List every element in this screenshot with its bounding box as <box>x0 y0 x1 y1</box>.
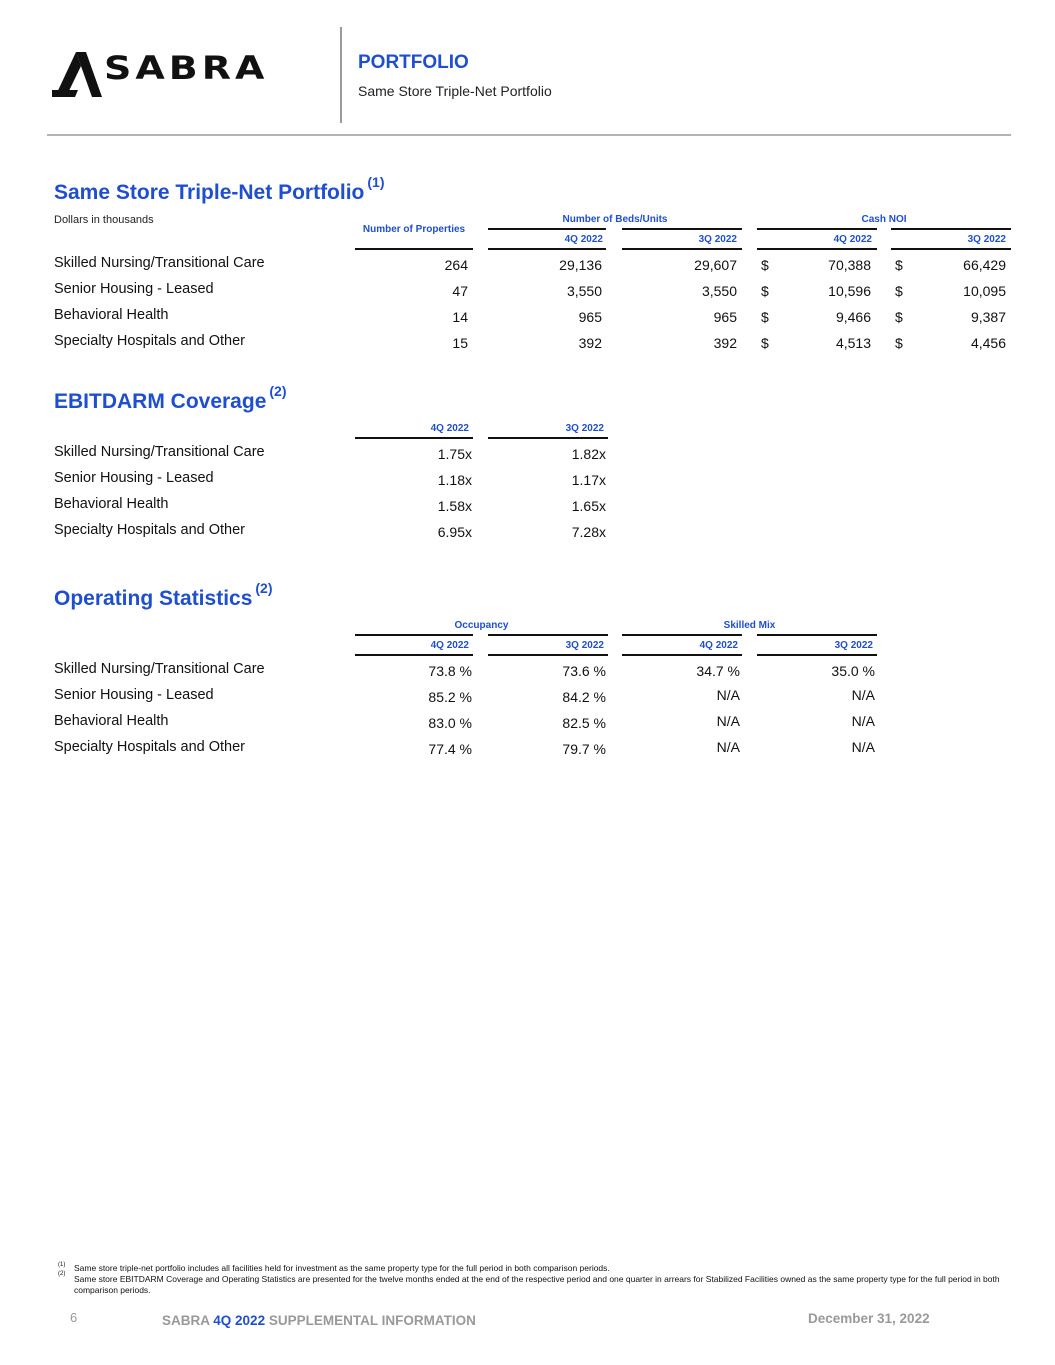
footer-date: December 31, 2022 <box>808 1311 930 1326</box>
occupancy-4q-value: 73.8 % <box>428 663 472 679</box>
triple-net-title: Same Store Triple-Net Portfolio $^{(1)}$ <box>54 174 385 204</box>
brand-wordmark: SABRA <box>104 49 269 87</box>
footnote-text: Same store EBITDARM Coverage and Operating Statistics are presented for the twelve months ended at the end of the respective period and one quarter in arrears for Stabilized Facilities owned as the same property type for the full period in both comparison periods. <box>74 1274 1000 1295</box>
operating-row-label: Specialty Hospitals and Other <box>54 739 246 755</box>
triple-net-row-label: Behavioral Health <box>54 307 169 323</box>
currency-symbol: $ <box>761 335 769 351</box>
operating-stats-title: Operating Statistics $^{(2)}$ <box>54 580 273 610</box>
col-header-properties: Number of Properties <box>362 224 466 235</box>
sabra-logo-icon <box>52 52 102 98</box>
occupancy-3q-value: 73.6 % <box>562 663 606 679</box>
noi-3q-value: 4,456 <box>970 335 1006 351</box>
skilled-mix-4q-value: N/A <box>716 739 740 755</box>
ebitdarm-3q-value: 1.65x <box>571 498 606 514</box>
currency-symbol: $ <box>761 257 769 273</box>
noi-4q-value: 9,466 <box>835 309 871 325</box>
col-header-noi-4q: 4Q 2022 <box>833 234 872 245</box>
currency-symbol: $ <box>895 283 903 299</box>
beds-3q-value: 3,550 <box>701 283 737 299</box>
col-header-noi-3q: 3Q 2022 <box>967 234 1006 245</box>
rule <box>891 248 1011 250</box>
skilled-mix-4q-value: 34.7 % <box>696 663 740 679</box>
rule <box>355 654 473 656</box>
beds-4q-value: 3,550 <box>566 283 602 299</box>
ebitdarm-4q-value: 1.75x <box>437 446 472 462</box>
rule <box>757 248 877 250</box>
rule <box>488 634 608 636</box>
currency-symbol: $ <box>895 257 903 273</box>
rule <box>757 228 877 230</box>
ebitdarm-row-label: Specialty Hospitals and Other <box>54 522 246 538</box>
currency-symbol: $ <box>895 309 903 325</box>
footnote-marker: (1) <box>58 1262 66 1268</box>
occupancy-3q-value: 82.5 % <box>562 715 606 731</box>
noi-4q-value: 10,596 <box>828 283 871 299</box>
header-divider <box>340 27 342 123</box>
ebitdarm-row-label: Skilled Nursing/Transitional Care <box>54 444 265 460</box>
beds-4q-value: 392 <box>578 335 602 351</box>
operating-row-label: Behavioral Health <box>54 713 169 729</box>
occupancy-3q-value: 84.2 % <box>562 689 606 705</box>
rule <box>622 248 742 250</box>
rule <box>355 634 473 636</box>
currency-symbol: $ <box>761 309 769 325</box>
noi-4q-value: 4,513 <box>835 335 871 351</box>
col-header-mix-4q: 4Q 2022 <box>699 640 738 651</box>
skilled-mix-3q-value: N/A <box>851 687 875 703</box>
operating-row-label: Skilled Nursing/Transitional Care <box>54 661 265 677</box>
col-header-beds-3q: 3Q 2022 <box>698 234 737 245</box>
skilled-mix-3q-value: 35.0 % <box>831 663 875 679</box>
noi-4q-value: 70,388 <box>828 257 871 273</box>
properties-value: 15 <box>452 335 468 351</box>
page-subtitle: Same Store Triple-Net Portfolio <box>358 83 552 99</box>
ebitdarm-4q-value: 1.18x <box>437 472 472 488</box>
beds-3q-value: 29,607 <box>694 257 737 273</box>
rule <box>355 437 473 439</box>
group-header-cash-noi: Cash NOI <box>861 214 907 225</box>
group-header-skilled-mix: Skilled Mix <box>723 620 776 631</box>
currency-symbol: $ <box>895 335 903 351</box>
currency-symbol: $ <box>761 283 769 299</box>
rule <box>622 228 742 230</box>
beds-3q-value: 965 <box>713 309 737 325</box>
col-header-occ-4q: 4Q 2022 <box>430 640 469 651</box>
noi-3q-value: 66,429 <box>963 257 1006 273</box>
triple-net-row-label: Specialty Hospitals and Other <box>54 333 246 349</box>
properties-value: 47 <box>452 283 468 299</box>
rule <box>488 248 606 250</box>
col-header-ebitdarm-4q: 4Q 2022 <box>430 423 469 434</box>
operating-row-label: Senior Housing - Leased <box>54 687 214 703</box>
skilled-mix-3q-value: N/A <box>851 739 875 755</box>
triple-net-row-label: Skilled Nursing/Transitional Care <box>54 255 265 271</box>
noi-3q-value: 9,387 <box>970 309 1006 325</box>
triple-net-row-label: Senior Housing - Leased <box>54 281 214 297</box>
properties-value: 264 <box>444 257 468 273</box>
occupancy-3q-value: 79.7 % <box>562 741 606 757</box>
skilled-mix-4q-value: N/A <box>716 687 740 703</box>
col-header-mix-3q: 3Q 2022 <box>834 640 873 651</box>
dollars-note: Dollars in thousands <box>54 214 154 226</box>
occupancy-4q-value: 85.2 % <box>428 689 472 705</box>
page-section-title: PORTFOLIO <box>358 52 469 73</box>
rule <box>757 634 877 636</box>
rule <box>355 248 473 250</box>
rule <box>488 654 608 656</box>
rule <box>488 228 606 230</box>
ebitdarm-title: EBITDARM Coverage $^{(2)}$ <box>54 383 287 413</box>
ebitdarm-3q-value: 1.82x <box>571 446 606 462</box>
group-header-occupancy: Occupancy <box>454 620 509 631</box>
footnote-text: Same store triple-net portfolio includes all facilities held for investment as the same property type for the full period in both comparison periods. <box>74 1263 610 1273</box>
occupancy-4q-value: 83.0 % <box>428 715 472 731</box>
rule <box>891 228 1011 230</box>
rule <box>488 437 608 439</box>
ebitdarm-row-label: Senior Housing - Leased <box>54 470 214 486</box>
ebitdarm-4q-value: 6.95x <box>437 524 472 540</box>
beds-4q-value: 29,136 <box>559 257 602 273</box>
properties-value: 14 <box>452 309 468 325</box>
ebitdarm-4q-value: 1.58x <box>437 498 472 514</box>
skilled-mix-4q-value: N/A <box>716 713 740 729</box>
group-header-beds: Number of Beds/Units <box>562 214 668 225</box>
ebitdarm-3q-value: 7.28x <box>571 524 606 540</box>
col-header-occ-3q: 3Q 2022 <box>565 640 604 651</box>
header-rule <box>47 134 1011 136</box>
page-number: 6 <box>70 1310 78 1325</box>
ebitdarm-3q-value: 1.17x <box>571 472 606 488</box>
footer-brand: SABRA 4Q 2022 SUPPLEMENTAL INFORMATION <box>162 1313 476 1328</box>
col-header-beds-4q: 4Q 2022 <box>564 234 603 245</box>
rule <box>622 634 742 636</box>
occupancy-4q-value: 77.4 % <box>428 741 472 757</box>
rule <box>622 654 742 656</box>
skilled-mix-3q-value: N/A <box>851 713 875 729</box>
beds-4q-value: 965 <box>578 309 602 325</box>
rule <box>757 654 877 656</box>
col-header-ebitdarm-3q: 3Q 2022 <box>565 423 604 434</box>
footnote-marker: (2) <box>58 1271 66 1277</box>
ebitdarm-row-label: Behavioral Health <box>54 496 169 512</box>
noi-3q-value: 10,095 <box>963 283 1006 299</box>
beds-3q-value: 392 <box>713 335 737 351</box>
